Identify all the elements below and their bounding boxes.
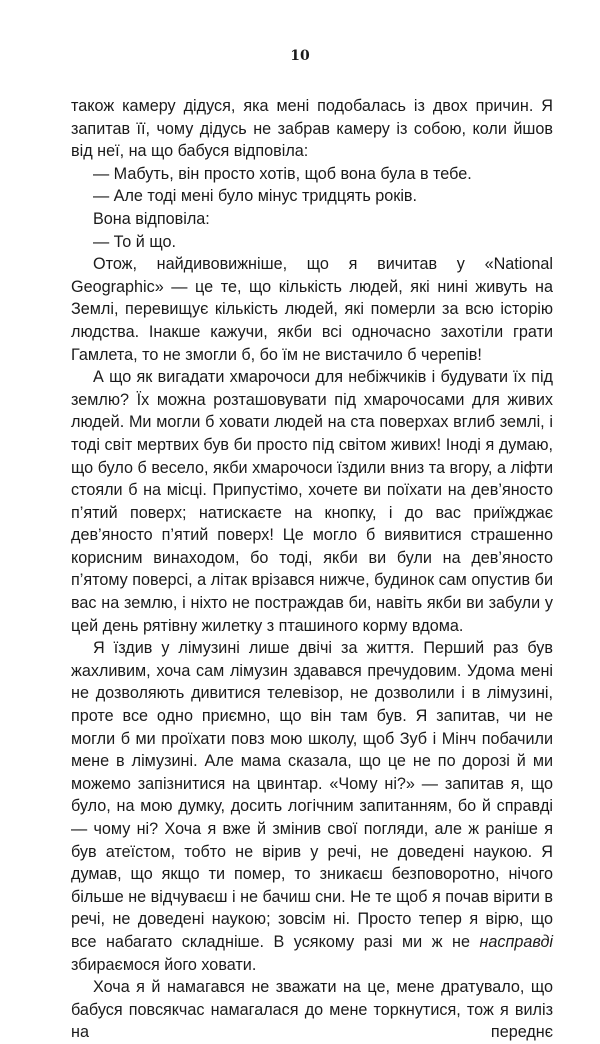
paragraph-limousine <box>71 637 553 976</box>
emphasis-word: насправді <box>479 932 553 951</box>
dialogue-line-3: Вона відповіла: <box>93 209 210 228</box>
page-number: 10 <box>290 48 310 64</box>
body-text <box>71 95 553 1044</box>
paragraph-grandma: Хоча я й намагався не зважати на це, мене дратувало, що бабуся повсякчас намагалася до мене торкнутися, тож я виліз на переднє <box>71 978 553 1042</box>
dialogue-line-1: — Мабуть, він просто хотів, щоб вона була в тебе. <box>93 164 472 183</box>
paragraph-1: також камеру дідуся, яка мені подобалась із двох причин. Я запитав її, чому дідусь не забрав камеру із собою, коли йшов від неї, на що бабуся відповіла: <box>71 97 553 161</box>
paragraph-skyscrapers: А що як вигадати хмарочоси для небіжчиків і будувати їх під землю? Їх можна розташовувати під хмарочосами для живих людей. Ми могли б ховати людей на ста поверхах вглиб землі, і тоді світ мертвих був би просто під світом живих! Іноді я думаю, що було б весело, якби хмарочоси їздили вниз та вгору, а ліфти стояли б на місці. Припустімо, хочете ви поїхати на дев’яносто п’ятий поверх; натискаєте на кнопку, і до вас приїжджає дев’яносто п’ятий поверх! Це могло б виявитися страшенно корисним винаходом, бо тоді, якби ви були на дев’яносто п’ятому поверсі, а літак врізався нижче, будинок сам опустив би вас на землю, і ніхто не постраждав би, навіть якби ви забули у цей день рятівну жилетку з пташиного корму вдома. <box>71 368 553 635</box>
dialogue-line-2: — Але тоді мені було мінус тридцять років. <box>93 187 418 206</box>
paragraph-national-geographic: Отож, найдивовижніше, що я вичитав у «National Geographic» — це те, що кількість людей, які нині живуть на Землі, перевищує кількість людей, які померли за всю історію людства. Інакше кажучи, якби всі одночасно захотіли грати Гамлета, то не змогли б, бо їм не вистачило б черепів! <box>71 255 553 364</box>
dialogue-line-4: — То й що. <box>93 232 176 251</box>
paragraph-limousine-after: збираємося його ховати. <box>71 955 257 974</box>
paragraph-limousine-before: Я їздив у лімузині лише двічі за життя. Перший раз був жахливим, хоча сам лімузин здавався пречудовим. Удома мені не дозволяють дивитися телевізор, не дозволили і в лімузині, проте все одно приємно, що він там був. Я запитав, чи не могли б ми проїхати повз мою школу, щоб Зуб і Мінч побачили мене в лімузині. Але мама сказала, що це не по дорозі й ми можемо запізнитися на цвинтар. «Чому ні?» — запитав я, що було, на мою думку, досить логічним запитанням, бо й справді — чому ні? Хоча я вже й змінив свої погляди, але ж раніше я був атеїстом, тобто не вірив у речі, не доведені наукою. Я думав, що якщо ти помер, то зникаєш безповоротно, нічого більше не відчуваєш і не бачиш сни. Не те щоб я почав вірити в речі, не доведені наукою; зовсім ні. Просто тепер я вірю, що все набагато складніше. В усякому разі ми ж не <box>71 639 553 951</box>
